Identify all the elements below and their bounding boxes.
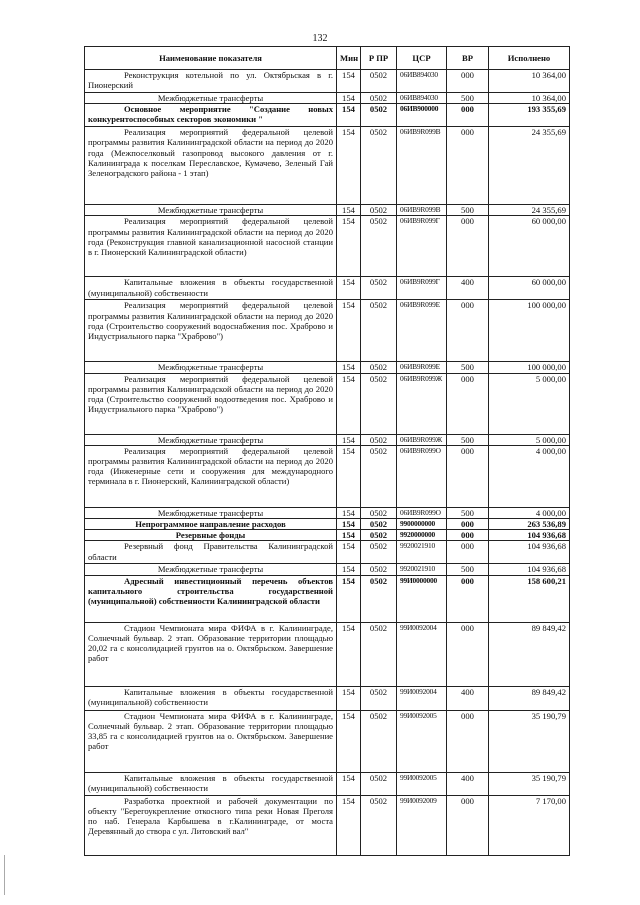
row-name-cell: Стадион Чемпионата мира ФИФА в г. Калининграде, Солнечный бульвар. 2 этап. Образование территории площадью 20,02 га с консолидацией грунтов на о. Октябрьском. Завершение работ bbox=[85, 622, 337, 686]
row-name-cell: Реализация мероприятий федеральной целевой программы развития Калининградской области на период до 2020 года (Строительство сооружений водоснабжения пос. Храброво и Индустриального парка "Храброво") bbox=[85, 300, 337, 362]
row-name-cell: Межбюджетные трансферты bbox=[85, 362, 337, 373]
row-csr-cell: 06ИВ894030 bbox=[397, 93, 447, 104]
table-row bbox=[85, 445, 570, 507]
row-csr-cell: 06ИВ9R099Ж bbox=[397, 373, 447, 434]
row-min-cell: 154 bbox=[337, 686, 361, 710]
row-rpr-cell: 0502 bbox=[361, 127, 397, 205]
row-vr-cell: 400 bbox=[447, 772, 489, 795]
row-rpr-cell: 0502 bbox=[361, 93, 397, 104]
row-csr-cell: 06ИВ9R099О bbox=[397, 445, 447, 507]
row-name-cell: Реализация мероприятий федеральной целевой программы развития Калининградской области на период до 2020 года (Межпоселковый газопровод высокого давления от г. Калининграда к поселкам Переславское, Кумачево, Зеленый Гай Зеленоградского района - 1 этап) bbox=[85, 127, 337, 205]
row-min-cell: 154 bbox=[337, 622, 361, 686]
row-name-cell: Реализация мероприятий федеральной целевой программы развития Калининградской области на период до 2020 года (Строительство сооружений водоотведения пос. Храброво и Индустриального парка "Храброво") bbox=[85, 373, 337, 434]
row-rpr-cell: 0502 bbox=[361, 507, 397, 518]
row-min-cell: 154 bbox=[337, 362, 361, 373]
row-rpr-cell: 0502 bbox=[361, 205, 397, 216]
row-vr-cell: 000 bbox=[447, 70, 489, 93]
row-name-cell: Реализация мероприятий федеральной целевой программы развития Калининградской области на период до 2020 года (Инженерные сети и сооружения для международного терминала в г. Пионерский, Калининградской области) bbox=[85, 445, 337, 507]
row-sum-cell: 193 355,69 bbox=[489, 104, 570, 127]
row-min-cell: 154 bbox=[337, 434, 361, 445]
row-sum-cell: 4 000,00 bbox=[489, 507, 570, 518]
row-min-cell: 154 bbox=[337, 93, 361, 104]
row-min-cell: 154 bbox=[337, 541, 361, 564]
row-sum-cell: 35 190,79 bbox=[489, 772, 570, 795]
row-sum-cell: 60 000,00 bbox=[489, 216, 570, 277]
row-csr-cell: 06ИВ9R099Г bbox=[397, 277, 447, 300]
row-name-cell: Разработка проектной и рабочей документации по объекту "Берегоукрепление откосного типа реки Новая Преголя по наб. Генерала Карбышева в г.Калининграде, от моста Деревянный до створа с ул. Литовский вал" bbox=[85, 795, 337, 855]
row-vr-cell: 500 bbox=[447, 507, 489, 518]
row-sum-cell: 263 536,89 bbox=[489, 519, 570, 530]
row-name-cell: Основное мероприятие "Создание новых конкурентоспособных секторов экономики " bbox=[85, 104, 337, 127]
row-csr-cell: 06ИВ9R099В bbox=[397, 127, 447, 205]
row-csr-cell: 06ИВ9R099В bbox=[397, 205, 447, 216]
row-min-cell: 154 bbox=[337, 277, 361, 300]
row-name-cell: Адресный инвестиционный перечень объектов капитального строительства государственной (муниципальной) собственности Калининградской области bbox=[85, 575, 337, 622]
row-sum-cell: 100 000,00 bbox=[489, 300, 570, 362]
row-min-cell: 154 bbox=[337, 530, 361, 541]
table-row bbox=[85, 686, 570, 710]
row-rpr-cell: 0502 bbox=[361, 564, 397, 575]
row-csr-cell: 99И0092004 bbox=[397, 686, 447, 710]
row-name-cell: Капитальные вложения в объекты государственной (муниципальной) собственности bbox=[85, 686, 337, 710]
table-row bbox=[85, 205, 570, 216]
row-csr-cell: 99И0092009 bbox=[397, 795, 447, 855]
row-vr-cell: 000 bbox=[447, 622, 489, 686]
row-csr-cell: 06ИВ9R099Е bbox=[397, 362, 447, 373]
table-header-row bbox=[85, 47, 570, 70]
row-name-cell: Резервные фонды bbox=[85, 530, 337, 541]
table-row bbox=[85, 541, 570, 564]
row-sum-cell: 7 170,00 bbox=[489, 795, 570, 855]
row-csr-cell: 9920021910 bbox=[397, 541, 447, 564]
row-min-cell: 154 bbox=[337, 445, 361, 507]
row-csr-cell: 99И0092005 bbox=[397, 772, 447, 795]
row-sum-cell: 89 849,42 bbox=[489, 686, 570, 710]
margin-mark bbox=[4, 855, 5, 895]
row-rpr-cell: 0502 bbox=[361, 104, 397, 127]
row-sum-cell: 24 355,69 bbox=[489, 205, 570, 216]
table-row bbox=[85, 575, 570, 622]
row-min-cell: 154 bbox=[337, 795, 361, 855]
row-min-cell: 154 bbox=[337, 104, 361, 127]
row-csr-cell: 06ИВ9R099Ж bbox=[397, 434, 447, 445]
row-vr-cell: 500 bbox=[447, 564, 489, 575]
row-csr-cell: 06ИВ9R099О bbox=[397, 507, 447, 518]
row-min-cell: 154 bbox=[337, 710, 361, 772]
row-name-cell: Межбюджетные трансферты bbox=[85, 564, 337, 575]
row-vr-cell: 000 bbox=[447, 445, 489, 507]
page-number: 132 bbox=[312, 33, 328, 44]
row-min-cell: 154 bbox=[337, 216, 361, 277]
row-sum-cell: 89 849,42 bbox=[489, 622, 570, 686]
row-vr-cell: 000 bbox=[447, 104, 489, 127]
row-min-cell: 154 bbox=[337, 373, 361, 434]
table-row bbox=[85, 530, 570, 541]
budget-execution-table bbox=[84, 46, 570, 856]
table-row bbox=[85, 519, 570, 530]
row-rpr-cell: 0502 bbox=[361, 362, 397, 373]
row-vr-cell: 000 bbox=[447, 519, 489, 530]
row-min-cell: 154 bbox=[337, 519, 361, 530]
row-name-cell: Межбюджетные трансферты bbox=[85, 507, 337, 518]
row-vr-cell: 000 bbox=[447, 541, 489, 564]
row-vr-cell: 000 bbox=[447, 216, 489, 277]
table-row bbox=[85, 362, 570, 373]
table-row bbox=[85, 434, 570, 445]
header-csr: ЦСР bbox=[397, 47, 447, 70]
row-min-cell: 154 bbox=[337, 575, 361, 622]
row-sum-cell: 104 936,68 bbox=[489, 541, 570, 564]
header-sum: Исполнено bbox=[489, 47, 570, 70]
row-name-cell: Резервный фонд Правительства Калининградской области bbox=[85, 541, 337, 564]
row-rpr-cell: 0502 bbox=[361, 373, 397, 434]
row-sum-cell: 158 600,21 bbox=[489, 575, 570, 622]
table-row bbox=[85, 564, 570, 575]
row-vr-cell: 000 bbox=[447, 530, 489, 541]
row-min-cell: 154 bbox=[337, 507, 361, 518]
table-row bbox=[85, 373, 570, 434]
row-name-cell: Непрограммное направление расходов bbox=[85, 519, 337, 530]
row-vr-cell: 000 bbox=[447, 127, 489, 205]
header-vr: ВР bbox=[447, 47, 489, 70]
row-rpr-cell: 0502 bbox=[361, 710, 397, 772]
row-vr-cell: 000 bbox=[447, 373, 489, 434]
row-csr-cell: 99И0092004 bbox=[397, 622, 447, 686]
row-rpr-cell: 0502 bbox=[361, 686, 397, 710]
row-vr-cell: 500 bbox=[447, 434, 489, 445]
row-name-cell: Реализация мероприятий федеральной целевой программы развития Калининградской области на период до 2020 года (Реконструкция главной канализационной насосной станции в г. Пионерский Калининградской области) bbox=[85, 216, 337, 277]
row-vr-cell: 400 bbox=[447, 686, 489, 710]
row-csr-cell: 06ИВ894030 bbox=[397, 70, 447, 93]
row-csr-cell: 06ИВ9R099Г bbox=[397, 216, 447, 277]
row-csr-cell: 99И0000000 bbox=[397, 575, 447, 622]
row-rpr-cell: 0502 bbox=[361, 434, 397, 445]
row-min-cell: 154 bbox=[337, 205, 361, 216]
row-sum-cell: 100 000,00 bbox=[489, 362, 570, 373]
table-row bbox=[85, 104, 570, 127]
row-sum-cell: 4 000,00 bbox=[489, 445, 570, 507]
row-vr-cell: 500 bbox=[447, 93, 489, 104]
row-rpr-cell: 0502 bbox=[361, 795, 397, 855]
row-sum-cell: 10 364,00 bbox=[489, 70, 570, 93]
table-row bbox=[85, 622, 570, 686]
row-vr-cell: 500 bbox=[447, 205, 489, 216]
row-min-cell: 154 bbox=[337, 70, 361, 93]
row-sum-cell: 60 000,00 bbox=[489, 277, 570, 300]
row-vr-cell: 000 bbox=[447, 300, 489, 362]
row-vr-cell: 000 bbox=[447, 710, 489, 772]
table-body bbox=[85, 70, 570, 856]
row-csr-cell: 9920000000 bbox=[397, 530, 447, 541]
row-sum-cell: 24 355,69 bbox=[489, 127, 570, 205]
row-rpr-cell: 0502 bbox=[361, 70, 397, 93]
row-rpr-cell: 0502 bbox=[361, 216, 397, 277]
row-name-cell: Капитальные вложения в объекты государственной (муниципальной) собственности bbox=[85, 772, 337, 795]
row-csr-cell: 06ИВ900000 bbox=[397, 104, 447, 127]
row-vr-cell: 400 bbox=[447, 277, 489, 300]
header-name: Наименование показателя bbox=[85, 47, 337, 70]
row-min-cell: 154 bbox=[337, 772, 361, 795]
table-row bbox=[85, 127, 570, 205]
row-csr-cell: 99И0092005 bbox=[397, 710, 447, 772]
row-csr-cell: 9920021910 bbox=[397, 564, 447, 575]
row-rpr-cell: 0502 bbox=[361, 300, 397, 362]
row-rpr-cell: 0502 bbox=[361, 622, 397, 686]
row-name-cell: Межбюджетные трансферты bbox=[85, 205, 337, 216]
row-sum-cell: 5 000,00 bbox=[489, 434, 570, 445]
row-name-cell: Межбюджетные трансферты bbox=[85, 93, 337, 104]
row-csr-cell: 06ИВ9R099Е bbox=[397, 300, 447, 362]
row-sum-cell: 10 364,00 bbox=[489, 93, 570, 104]
row-vr-cell: 500 bbox=[447, 362, 489, 373]
row-rpr-cell: 0502 bbox=[361, 277, 397, 300]
table-row bbox=[85, 300, 570, 362]
row-rpr-cell: 0502 bbox=[361, 541, 397, 564]
row-min-cell: 154 bbox=[337, 127, 361, 205]
row-rpr-cell: 0502 bbox=[361, 445, 397, 507]
table-row bbox=[85, 507, 570, 518]
row-rpr-cell: 0502 bbox=[361, 575, 397, 622]
row-vr-cell: 000 bbox=[447, 575, 489, 622]
table-row bbox=[85, 216, 570, 277]
table-row bbox=[85, 70, 570, 93]
row-name-cell: Стадион Чемпионата мира ФИФА в г. Калининграде, Солнечный бульвар. 2 этап. Образование территории площадью 33,85 га с консолидацией грунтов на о. Октябрьском. Завершение работ bbox=[85, 710, 337, 772]
table-row bbox=[85, 710, 570, 772]
row-sum-cell: 104 936,68 bbox=[489, 530, 570, 541]
header-min: Мин bbox=[337, 47, 361, 70]
row-min-cell: 154 bbox=[337, 300, 361, 362]
row-min-cell: 154 bbox=[337, 564, 361, 575]
row-csr-cell: 9900000000 bbox=[397, 519, 447, 530]
row-rpr-cell: 0502 bbox=[361, 519, 397, 530]
table-row bbox=[85, 277, 570, 300]
row-name-cell: Капитальные вложения в объекты государственной (муниципальной) собственности bbox=[85, 277, 337, 300]
row-rpr-cell: 0502 bbox=[361, 530, 397, 541]
table-row bbox=[85, 93, 570, 104]
row-sum-cell: 35 190,79 bbox=[489, 710, 570, 772]
row-sum-cell: 104 936,68 bbox=[489, 564, 570, 575]
row-name-cell: Реконструкция котельной по ул. Октябрьская в г. Пионерский bbox=[85, 70, 337, 93]
row-rpr-cell: 0502 bbox=[361, 772, 397, 795]
table-row bbox=[85, 772, 570, 795]
row-vr-cell: 000 bbox=[447, 795, 489, 855]
header-rpr: Р ПР bbox=[361, 47, 397, 70]
row-sum-cell: 5 000,00 bbox=[489, 373, 570, 434]
row-name-cell: Межбюджетные трансферты bbox=[85, 434, 337, 445]
table-row bbox=[85, 795, 570, 855]
